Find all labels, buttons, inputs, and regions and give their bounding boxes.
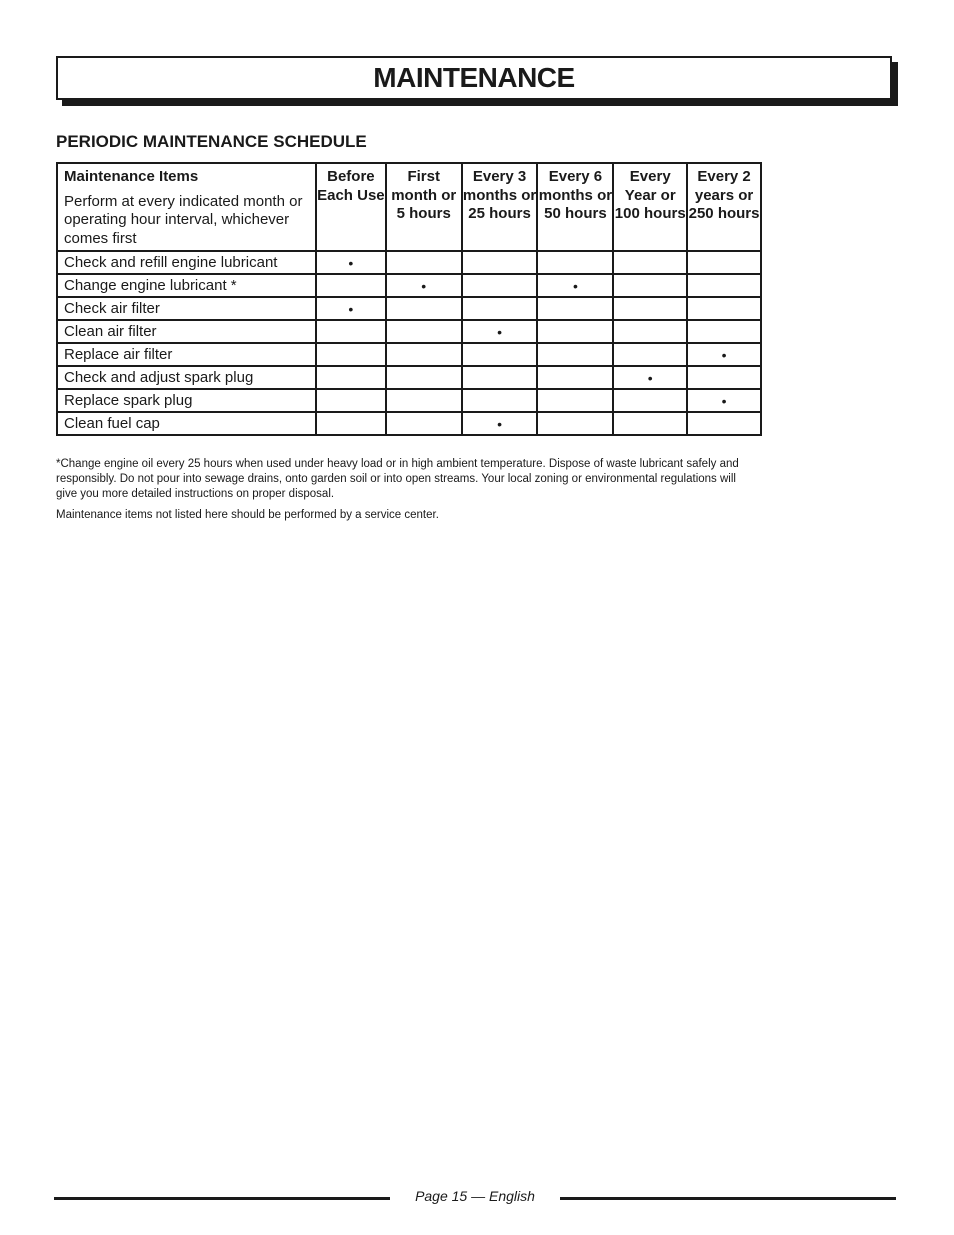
maintenance-schedule-table [56,162,762,436]
empty-cell [687,412,761,435]
empty-cell [386,389,462,412]
empty-cell [316,366,386,389]
empty-cell [613,389,687,412]
empty-cell [687,274,761,297]
empty-cell [537,389,613,412]
interval-header: Every 6 months or 50 hours [537,163,613,251]
page-footer: Page 15 — English [415,1188,535,1204]
empty-cell [462,389,538,412]
empty-cell [386,412,462,435]
empty-cell [316,320,386,343]
schedule-mark: • [316,251,386,274]
schedule-mark: • [613,366,687,389]
footer-rule-left [54,1197,390,1200]
items-header-title: Maintenance Items [64,168,199,185]
table-row [57,251,761,274]
table-body [57,251,761,435]
table-row [57,366,761,389]
empty-cell [537,366,613,389]
task-cell: Clean fuel cap [57,412,316,435]
schedule-mark: • [687,343,761,366]
task-cell: Clean air filter [57,320,316,343]
empty-cell [687,366,761,389]
task-cell: Replace air filter [57,343,316,366]
empty-cell [537,343,613,366]
table-row [57,412,761,435]
empty-cell [537,412,613,435]
schedule-mark: • [537,274,613,297]
empty-cell [613,297,687,320]
empty-cell [462,343,538,366]
empty-cell [386,251,462,274]
empty-cell [613,274,687,297]
empty-cell [613,343,687,366]
schedule-mark: • [462,412,538,435]
empty-cell [687,251,761,274]
empty-cell [687,297,761,320]
empty-cell [537,320,613,343]
empty-cell [462,297,538,320]
empty-cell [687,320,761,343]
empty-cell [537,297,613,320]
items-header-cell [57,163,316,251]
empty-cell [386,320,462,343]
empty-cell [316,274,386,297]
schedule-mark: • [687,389,761,412]
footnote-oil: *Change engine oil every 25 hours when used under heavy load or in high ambient temperature. Dispose of waste lubricant safely and responsibly. Do not pour into sewage drains, onto garden soil or into open streams. Your local zoning or environmental regulations will give you more detailed instructions on proper disposal. [56,458,739,500]
items-header-subtitle: Perform at every indicated month or operating hour interval, whichever comes first [64,192,303,247]
empty-cell [316,412,386,435]
task-cell: Check and refill engine lubricant [57,251,316,274]
table-row [57,274,761,297]
schedule-mark: • [316,297,386,320]
empty-cell [537,251,613,274]
footnote-service-center: Maintenance items not listed here should be performed by a service center. [56,509,439,521]
task-cell: Change engine lubricant * [57,274,316,297]
page-title-box [56,56,892,100]
table-row [57,343,761,366]
empty-cell [613,251,687,274]
section-heading: PERIODIC MAINTENANCE SCHEDULE [56,132,367,151]
task-cell: Check air filter [57,297,316,320]
schedule-mark: • [462,320,538,343]
schedule-mark: • [386,274,462,297]
table-row [57,320,761,343]
empty-cell [386,297,462,320]
empty-cell [386,343,462,366]
task-cell: Check and adjust spark plug [57,366,316,389]
footer-rule-right [560,1197,896,1200]
task-cell: Replace spark plug [57,389,316,412]
empty-cell [462,274,538,297]
empty-cell [462,366,538,389]
interval-header: Before Each Use [316,163,386,251]
interval-header: First month or 5 hours [386,163,462,251]
interval-header: Every 2 years or 250 hours [687,163,761,251]
empty-cell [316,343,386,366]
table-row [57,297,761,320]
table-header-row [57,163,761,251]
table-row [57,389,761,412]
page-title: MAINTENANCE [373,62,575,93]
interval-header: Every 3 months or 25 hours [462,163,538,251]
empty-cell [386,366,462,389]
empty-cell [613,412,687,435]
empty-cell [316,389,386,412]
empty-cell [613,320,687,343]
interval-header: Every Year or 100 hours [613,163,687,251]
empty-cell [462,251,538,274]
